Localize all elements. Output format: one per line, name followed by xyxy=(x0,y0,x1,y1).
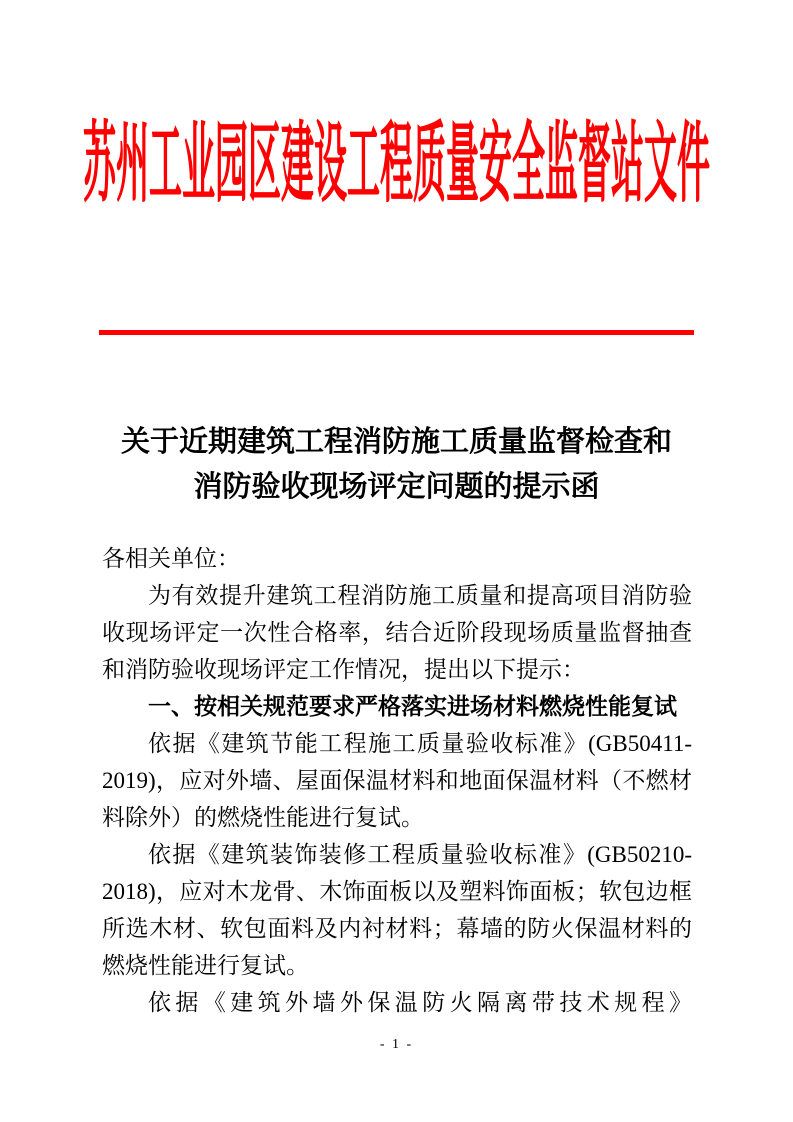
paragraph-fire-barrier: 依据《建筑外墙外保温防火隔离带技术规程》 xyxy=(148,990,692,1015)
document-body xyxy=(102,540,692,1021)
letterhead-title: 苏州工业园区建设工程质量安全监督站文件 xyxy=(83,118,710,214)
letterhead-divider-line xyxy=(99,330,694,335)
document-title xyxy=(0,420,793,510)
paragraph-gb50411: 依据《建筑节能工程施工质量验收标准》(GB50411-2019)，应对外墙、屋面保温材料和地面保温材料（不燃材料除外）的燃烧性能进行复试。 xyxy=(102,731,692,830)
intro-paragraph: 为有效提升建筑工程消防施工质量和提高项目消防验收现场评定一次性合格率，结合近阶段现场质量监督抽查和消防验收现场评定工作情况，提出以下提示： xyxy=(102,583,692,682)
document-title-line-2: 消防验收现场评定问题的提示函 xyxy=(193,471,600,503)
section-1-heading: 一、按相关规范要求严格落实进场材料燃烧性能复试 xyxy=(148,693,677,719)
document-title-line-1: 关于近期建筑工程消防施工质量监督检查和 xyxy=(120,426,672,458)
letterhead xyxy=(0,110,793,214)
paragraph-gb50210: 依据《建筑装饰装修工程质量验收标准》(GB50210-2018)，应对木龙骨、木饰面板以及塑料饰面板；软包边框所选木材、软包面料及内衬材料；幕墙的防火保温材料的燃烧性能进行复试。 xyxy=(102,842,692,978)
salutation: 各相关单位： xyxy=(102,546,240,571)
page-number: - 1 - xyxy=(379,1037,414,1052)
